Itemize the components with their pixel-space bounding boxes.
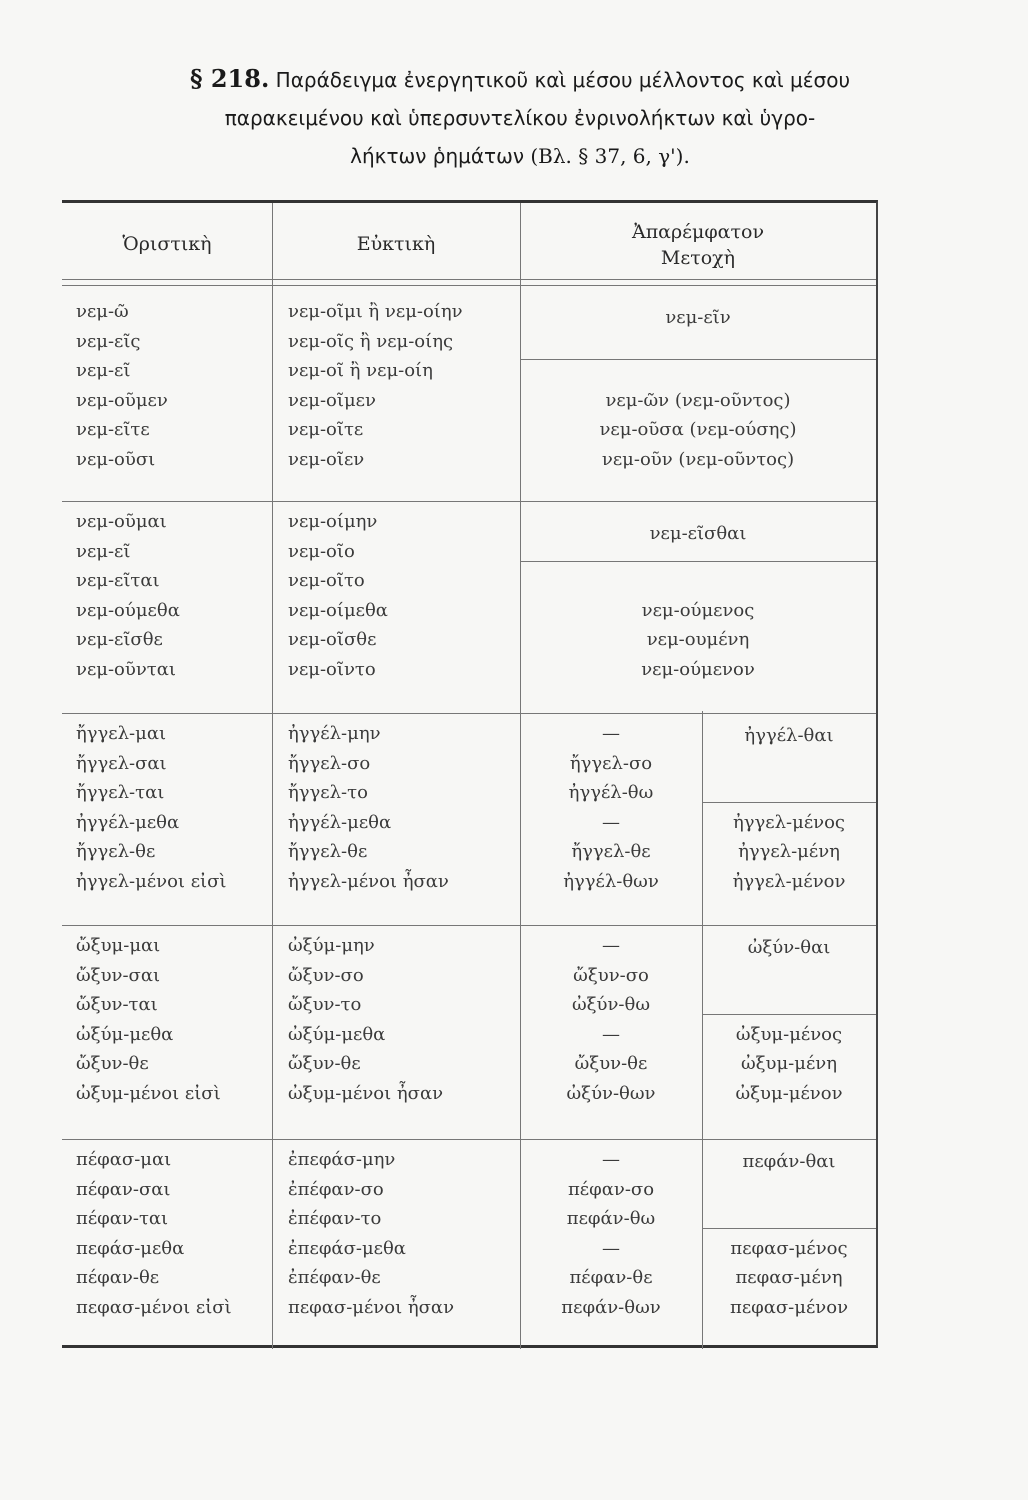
indicative-form: ὠξύμ-μεθα [76,1023,174,1045]
participle-form: ὠξυμ-μένος [735,1023,843,1045]
optative-form: ὠξύμ-μην [288,935,375,956]
optative-form: νεμ-οίμην [288,511,378,532]
optative-form: ἤγγελ-σο [288,752,371,774]
indicative-form: πεφασ-μένοι εἰσὶ [76,1296,232,1318]
optative-form: νεμ-οῖντο [288,658,376,680]
participle-form: ὠξυμ-μένη [740,1053,838,1074]
indicative-form: νεμ-οῦμεν [76,389,168,411]
column-header-optative: Εὐκτικὴ [356,233,436,255]
section-divider [62,713,876,714]
participle-form: νεμ-ούμενος [641,599,755,621]
optative-form: ὠξύμ-μεθα [288,1023,386,1045]
optative-form: νεμ-οῖσθε [288,629,377,650]
optative-form: νεμ-οῖτο [288,570,365,591]
indicative-form: ἤγγελ-μαι [76,723,167,744]
participle-form: ὠξυμ-μένον [735,1082,843,1104]
heading-text-1: Παράδειγμα ἐνεργητικοῦ καὶ μέσου μέλλοντος καὶ μέσου [275,68,851,92]
participle-form: πεφασ-μένος [730,1237,848,1259]
imperative-form: — [602,1149,620,1170]
infinitive-form: πεφάν-θαι [742,1151,836,1172]
optative-form: νεμ-οῖς ἢ νεμ-οίης [288,330,454,352]
participle-form: νεμ-ῶν (νεμ-οῦντος) [605,389,791,411]
column-header-infinitive-participle [520,219,876,271]
optative-form: νεμ-οῖμεν [288,389,376,411]
infinitive-divider [702,1228,876,1229]
header-divider-double [62,285,876,286]
column-divider-1 [272,203,273,1349]
participle-form: ἠγγελ-μένος [733,811,845,833]
participle-form: νεμ-ούμενον [641,658,755,680]
optative-form: ὤξυν-το [288,994,362,1015]
indicative-form: ἤγγελ-ται [76,782,165,803]
infinitive-form: ἠγγέλ-θαι [744,725,834,746]
optative-form: νεμ-οίμεθα [288,599,388,621]
participle-form: ἠγγελ-μένη [738,841,840,862]
imperative-form: ἤγγελ-σο [569,752,653,774]
optative-form: ἤγγελ-θε [288,841,368,862]
imperative-form: ἤγγελ-θε [571,841,651,862]
optative-form: νεμ-οῖτε [288,419,364,440]
section-divider [62,925,876,926]
optative-form: νεμ-οῖ ἢ νεμ-οίη [288,360,433,381]
imperative-form: — [602,935,620,956]
indicative-form: νεμ-ούμεθα [76,599,180,621]
optative-form: ὠξυμ-μένοι ἦσαν [288,1082,444,1104]
optative-form: ἐπέφαν-σο [288,1178,384,1200]
indicative-form: ὤξυμ-μαι [76,935,161,956]
imperative-form: — [602,1237,620,1259]
participle-form: νεμ-οῦσα (νεμ-ούσης) [599,419,797,440]
optative-form: πεφασ-μένοι ἦσαν [288,1296,455,1318]
optative-form: ἐπέφαν-το [288,1208,382,1229]
heading-text-3: λήκτων ῥημάτων [350,144,525,168]
imperative-form: ὤξυν-θε [574,1053,648,1074]
indicative-form: νεμ-εῖ [76,360,131,381]
column-header-participle: Μετοχὴ [660,247,736,269]
section-divider [62,501,876,502]
indicative-form: νεμ-οῦσι [76,448,156,470]
section-divider [62,1139,876,1140]
optative-form: νεμ-οῖο [288,540,355,562]
infinitive-form: ὠξύν-θαι [747,937,831,958]
indicative-form: νεμ-εῖται [76,570,160,591]
imperative-form: πεφάν-θω [566,1208,656,1229]
indicative-form: ἤγγελ-θε [76,841,156,862]
optative-form: ἐπεφάσ-μην [288,1149,396,1170]
optative-form: ἐπεφάσ-μεθα [288,1237,406,1259]
optative-form: νεμ-οῖμι ἢ νεμ-οίην [288,301,463,322]
imperative-form: ὠξύν-θων [566,1082,656,1104]
participle-form: πεφασ-μένη [735,1267,843,1288]
imperative-form: ἠγγέλ-θω [568,782,654,803]
section-heading [90,60,950,175]
indicative-form: νεμ-εῖτε [76,419,150,440]
imperative-form: πεφάν-θων [561,1296,661,1318]
participle-form: πεφασ-μένον [729,1296,849,1318]
indicative-form: ἠγγέλ-μεθα [76,811,180,833]
imperative-form: — [602,1023,620,1045]
optative-form: ὤξυν-σο [288,964,364,986]
indicative-form: πέφαν-ται [76,1208,169,1229]
imperative-form: ὤξυν-σο [573,964,649,986]
indicative-form: ὤξυν-θε [76,1053,149,1074]
optative-form: νεμ-οῖεν [288,448,365,470]
indicative-form: ὠξυμ-μένοι εἰσὶ [76,1082,221,1104]
optative-form: ἠγγέλ-μην [288,723,381,744]
imperative-form: ὠξύν-θω [571,994,651,1015]
indicative-form: νεμ-ῶ [76,301,129,322]
imperative-form: πέφαν-θε [569,1267,653,1288]
optative-form: ἠγγέλ-μεθα [288,811,392,833]
imperative-form: — [602,723,620,744]
indicative-form: νεμ-οῦνται [76,658,176,680]
infinitive-form: νεμ-εῖν [665,307,731,328]
optative-form: ὤξυν-θε [288,1053,361,1074]
indicative-form: νεμ-εῖς [76,330,141,352]
indicative-form: νεμ-εῖσθε [76,629,163,650]
column-divider-2 [520,203,521,1349]
indicative-form: ἠγγελ-μένοι εἰσὶ [76,870,227,892]
participle-form: νεμ-οῦν (νεμ-οῦντος) [601,448,795,470]
imperative-form: — [602,811,620,833]
indicative-form: νεμ-εῖ [76,540,131,562]
infinitive-divider [702,802,876,803]
indicative-form: ὤξυν-ται [76,994,158,1015]
section-number: § 218. [189,64,270,93]
indicative-form: ἤγγελ-σαι [76,752,167,774]
participle-form: ἠγγελ-μένον [732,870,846,892]
optative-form: ἤγγελ-το [288,782,368,803]
heading-reference: (Βλ. § 37, 6, γ'). [530,144,690,168]
indicative-form: πεφάσ-μεθα [76,1237,185,1259]
indicative-form: πέφαν-σαι [76,1178,171,1200]
indicative-form: πέφασ-μαι [76,1149,172,1170]
optative-form: ἐπέφαν-θε [288,1267,381,1288]
heading-line-1 [90,60,950,99]
optative-form: ἠγγελ-μένοι ἦσαν [288,870,449,892]
imperative-form: ἠγγέλ-θων [563,870,659,892]
participle-form: νεμ-ουμένη [646,629,750,650]
heading-line-3 [90,137,950,175]
indicative-form: νεμ-οῦμαι [76,511,167,532]
infinitive-form: νεμ-εῖσθαι [649,523,747,544]
indicative-form: πέφαν-θε [76,1267,160,1288]
paradigm-table [62,200,878,1348]
infinitive-divider [520,561,876,562]
infinitive-divider [520,359,876,360]
indicative-form: ὤξυν-σαι [76,964,161,986]
header-divider [62,279,876,280]
column-header-infinitive: Ἀπαρέμφατον [631,221,765,243]
column-header-indicative: Ὁριστικὴ [122,233,212,255]
imperative-form: πέφαν-σο [567,1178,655,1200]
infinitive-divider [702,1014,876,1015]
heading-line-2: παρακειμένου καὶ ὑπερσυντελίκου ἐνρινολήκτων καὶ ὑγρο- [224,106,816,130]
